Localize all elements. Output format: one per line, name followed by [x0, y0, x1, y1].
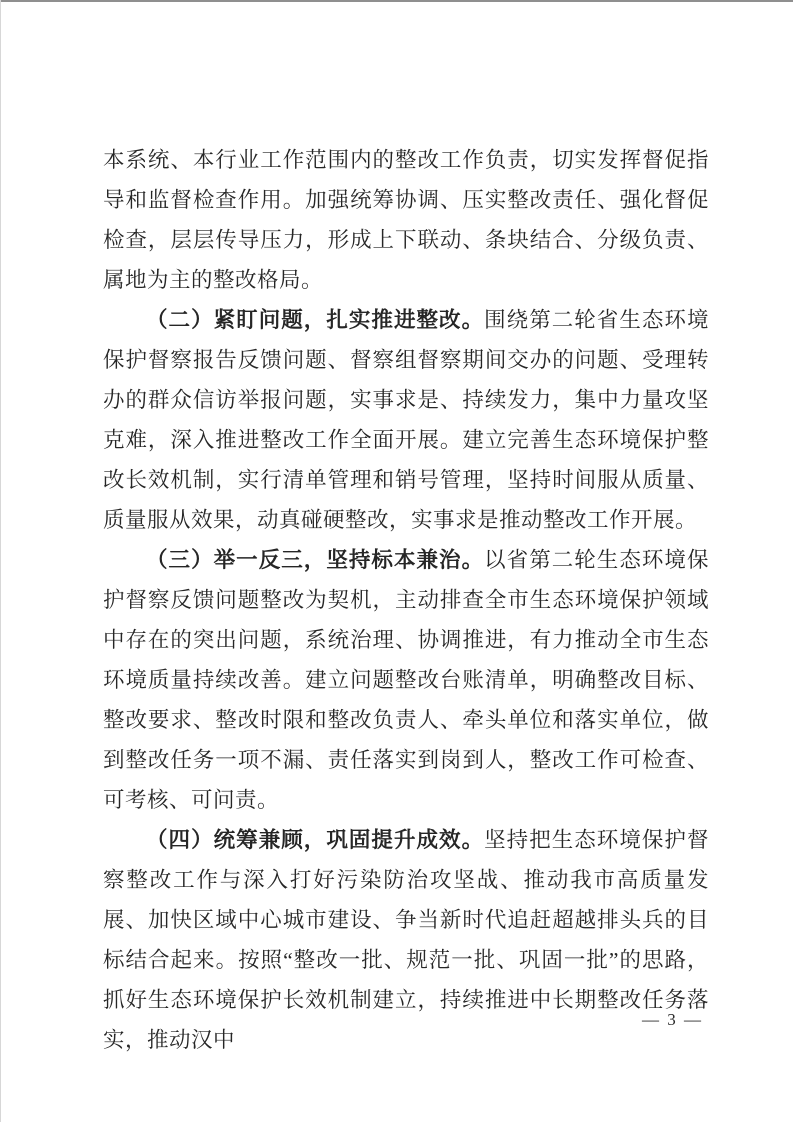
paragraph-text: 围绕第二轮省生态环境保护督察报告反馈问题、督察组督察期间交办的问题、受理转办的群众信访举报问题，实事求是、持续发力，集中力量攻坚克难，深入推进整改工作全面开展。建立完善生态环境保护整改长效机制，实行清单管理和销号管理，坚持时间服从质量、质量服从效果，动真碰硬整改，实事求是推动整改工作开展。 — [103, 308, 709, 532]
paragraph — [103, 820, 709, 1060]
paragraph — [103, 140, 709, 300]
scan-edge-left — [0, 0, 1, 1122]
paragraph — [103, 540, 709, 820]
paragraph-lead: （四）统筹兼顾，巩固提升成效。 — [146, 828, 485, 852]
paragraph-text: 以省第二轮生态环境保护督察反馈问题整改为契机，主动排查全市生态环境保护领域中存在的突出问题，系统治理、协调推进，有力推动全市生态环境质量持续改善。建立问题整改台账清单，明确整改目标、整改要求、整改时限和整改负责人、牵头单位和落实单位，做到整改任务一项不漏、责任落实到岗到人，整改工作可检查、可考核、可问责。 — [103, 548, 709, 812]
page-number: — 3 — — [642, 1010, 703, 1029]
paragraph-lead: （三）举一反三，坚持标本兼治。 — [146, 548, 485, 572]
paragraph-lead: （二）紧盯问题，扎实推进整改。 — [146, 308, 485, 332]
document-body — [103, 140, 709, 1060]
paragraph-text: 本系统、本行业工作范围内的整改工作负责，切实发挥督促指导和监督检查作用。加强统筹协调、压实整改责任、强化督促检查，层层传导压力，形成上下联动、条块结合、分级负责、属地为主的整改格局。 — [103, 148, 709, 292]
paragraph — [103, 300, 709, 540]
scan-edge-top — [0, 0, 793, 2]
paragraph-text: 坚持把生态环境保护督察整改工作与深入打好污染防治攻坚战、推动我市高质量发展、加快区域中心城市建设、争当新时代追赶超越排头兵的目标结合起来。按照“整改一批、规范一批、巩固一批”的思路，抓好生态环境保护长效机制建立，持续推进中长期整改任务落实，推动汉中 — [103, 828, 709, 1052]
